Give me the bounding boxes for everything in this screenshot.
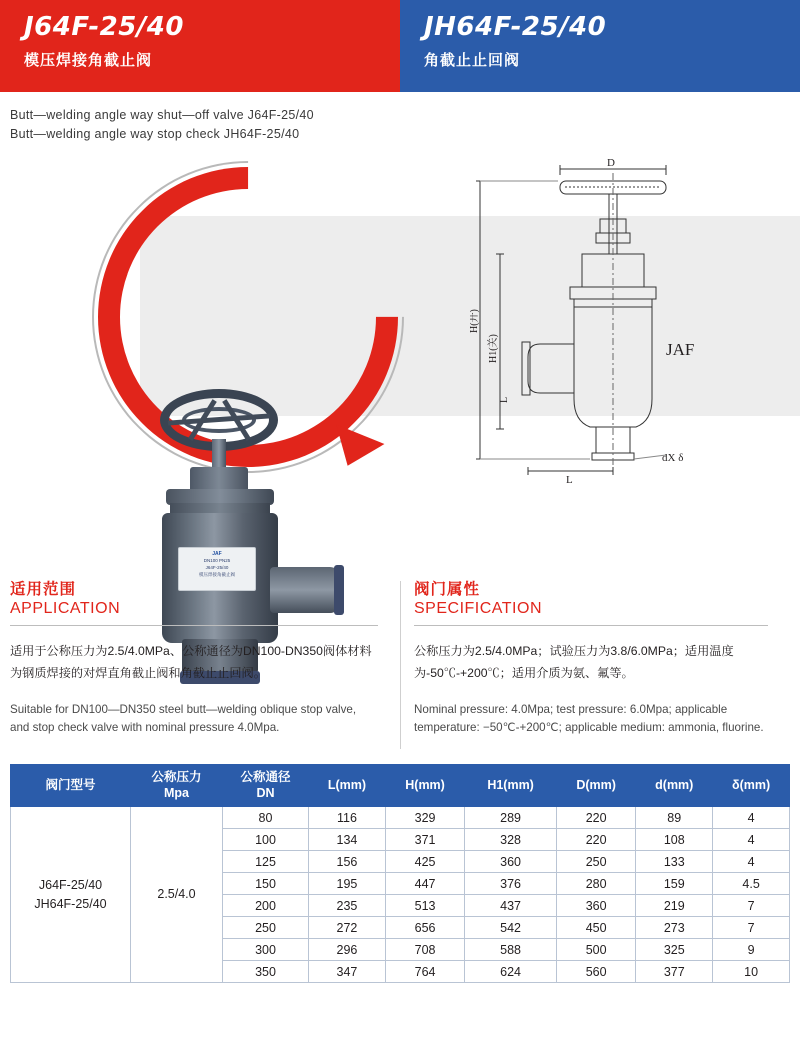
th-d: d(mm) <box>636 764 713 806</box>
cell-H: 329 <box>385 807 464 829</box>
specification-text-en: Nominal pressure: 4.0Mpa; test pressure: 6.0Mpa; applicable temperature: −50℃-+200℃; applicable medium: ammonia, fluorine. <box>414 702 764 735</box>
application-rule <box>10 625 378 626</box>
model-line-1: J64F-25/40 <box>38 877 103 892</box>
th-pressure <box>131 764 223 806</box>
header-right-title: JH64F-25/40 <box>424 12 607 42</box>
specification-section <box>400 577 790 738</box>
cell-H1: 588 <box>465 939 557 961</box>
th-L: L(mm) <box>309 764 386 806</box>
drawing-label-L-bottom: L <box>566 473 573 486</box>
cell-delta: 4 <box>713 829 790 851</box>
spec-table <box>10 764 790 983</box>
th-model: 阀门型号 <box>11 764 131 806</box>
cell-D: 360 <box>556 895 635 917</box>
th-H: H(mm) <box>385 764 464 806</box>
cell-H1: 289 <box>465 807 557 829</box>
cell-L: 347 <box>309 961 386 983</box>
nameplate-logo: JAF <box>212 550 222 557</box>
cell-H: 371 <box>385 829 464 851</box>
drawing-brand-label: JAF <box>666 339 695 359</box>
header-left-subtitle: 模压焊接角截止阀 <box>24 52 153 70</box>
cell-d: 108 <box>636 829 713 851</box>
cell-H1: 328 <box>465 829 557 851</box>
cell-delta: 7 <box>713 917 790 939</box>
drawing-label-H1: H1(关) <box>488 333 499 363</box>
table-header-row <box>11 764 790 806</box>
drawing-label-H: H(开) <box>470 308 480 333</box>
cell-D: 280 <box>556 873 635 895</box>
cell-d: 325 <box>636 939 713 961</box>
cell-delta: 4.5 <box>713 873 790 895</box>
cell-D: 450 <box>556 917 635 939</box>
cell-H: 513 <box>385 895 464 917</box>
nameplate-line-2: J64F-25/40 <box>205 565 229 570</box>
application-text-en: Suitable for DN100—DN350 steel butt—welding oblique stop valve, and stop check valve with nominal pressure 4.0Mpa. <box>10 702 357 735</box>
cell-H: 425 <box>385 851 464 873</box>
cell-model <box>11 807 131 983</box>
specification-rule <box>414 625 768 626</box>
cell-L: 156 <box>309 851 386 873</box>
cell-dn: 250 <box>223 917 309 939</box>
page-header <box>0 0 800 92</box>
drawing-label-L-left: L <box>499 396 510 403</box>
cell-L: 272 <box>309 917 386 939</box>
cell-delta: 9 <box>713 939 790 961</box>
cell-L: 296 <box>309 939 386 961</box>
cell-H1: 376 <box>465 873 557 895</box>
header-right-subtitle: 角截止止回阀 <box>424 52 521 70</box>
application-title-en: APPLICATION <box>10 599 121 617</box>
cell-d: 377 <box>636 961 713 983</box>
cell-delta: 4 <box>713 807 790 829</box>
th-delta: δ(mm) <box>713 764 790 806</box>
model-line-2: JH64F-25/40 <box>34 896 107 911</box>
cell-delta: 7 <box>713 895 790 917</box>
th-dn <box>223 764 309 806</box>
cell-dn: 300 <box>223 939 309 961</box>
cell-dn: 80 <box>223 807 309 829</box>
cell-d: 89 <box>636 807 713 829</box>
table-row <box>11 807 790 829</box>
spec-table-wrapper <box>0 764 800 983</box>
cell-D: 500 <box>556 939 635 961</box>
th-pressure-line1: 公称压力 <box>151 769 202 784</box>
nameplate-line-3: 模压焊接角截止阀 <box>199 571 235 577</box>
header-left-title: J64F-25/40 <box>24 12 184 42</box>
intro-line-2: Butt—welding angle way stop check JH64F-25/40 <box>10 127 300 142</box>
specification-title-en: SPECIFICATION <box>414 599 542 617</box>
cell-dn: 350 <box>223 961 309 983</box>
intro-line-1: Butt—welding angle way shut—off valve J64F-25/40 <box>10 108 314 122</box>
header-banner-right <box>400 0 800 92</box>
spec-table-body <box>11 807 790 983</box>
cell-D: 250 <box>556 851 635 873</box>
cell-d: 273 <box>636 917 713 939</box>
th-H1: H1(mm) <box>465 764 557 806</box>
cell-d: 133 <box>636 851 713 873</box>
intro-text <box>0 92 800 145</box>
specification-title-cn: 阀门属性 <box>414 580 481 598</box>
cell-L: 116 <box>309 807 386 829</box>
cell-d: 219 <box>636 895 713 917</box>
cell-d: 159 <box>636 873 713 895</box>
application-text-cn: 适用于公称压力为2.5/4.0MPa、公称通径为DN100-DN350阀体材料为钢质焊接的对焊直角截止阀和角截止止回阀。 <box>10 643 372 681</box>
product-showcase <box>0 151 800 577</box>
cell-D: 220 <box>556 829 635 851</box>
drawing-label-d-delta: dX δ <box>662 451 684 464</box>
th-dn-line2: DN <box>256 785 275 800</box>
nameplate-line-1: DN100 PN25 <box>203 558 231 564</box>
th-dn-line1: 公称通径 <box>240 769 291 784</box>
th-pressure-line2: Mpa <box>164 785 189 800</box>
th-D: D(mm) <box>556 764 635 806</box>
cell-H: 656 <box>385 917 464 939</box>
cell-L: 235 <box>309 895 386 917</box>
cell-L: 195 <box>309 873 386 895</box>
application-title-cn: 适用范围 <box>10 580 77 598</box>
cell-dn: 100 <box>223 829 309 851</box>
technical-drawing-svg <box>470 159 790 489</box>
info-columns <box>0 577 800 738</box>
cell-D: 220 <box>556 807 635 829</box>
header-banner-left <box>0 0 400 92</box>
cell-H1: 437 <box>465 895 557 917</box>
spec-table-head <box>11 764 790 806</box>
cell-H: 764 <box>385 961 464 983</box>
cell-delta: 10 <box>713 961 790 983</box>
cell-dn: 125 <box>223 851 309 873</box>
cell-H1: 624 <box>465 961 557 983</box>
cell-H1: 360 <box>465 851 557 873</box>
application-section <box>10 577 400 738</box>
technical-drawing <box>470 159 790 489</box>
cell-dn: 200 <box>223 895 309 917</box>
specification-text-cn: 公称压力为2.5/4.0MPa；试验压力为3.8/6.0MPa；适用温度为-50℃-+200℃；适用介质为氨、氟等。 <box>414 643 734 681</box>
cell-D: 560 <box>556 961 635 983</box>
drawing-label-D: D <box>607 158 615 169</box>
cell-L: 134 <box>309 829 386 851</box>
cell-delta: 4 <box>713 851 790 873</box>
cell-dn: 150 <box>223 873 309 895</box>
cell-H1: 542 <box>465 917 557 939</box>
cell-H: 447 <box>385 873 464 895</box>
cell-pressure: 2.5/4.0 <box>131 807 223 983</box>
cell-H: 708 <box>385 939 464 961</box>
